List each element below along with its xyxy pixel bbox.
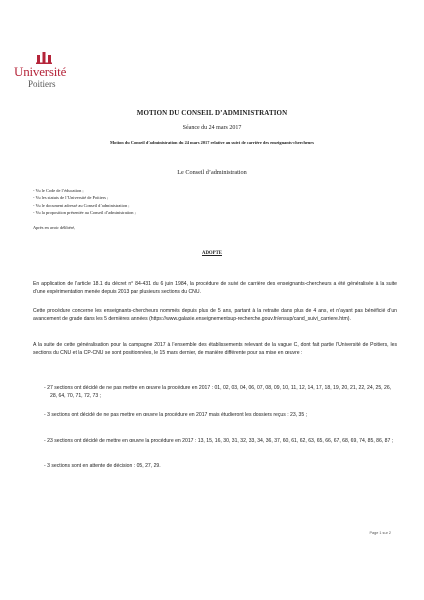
visa-item: - Vu le Code de l’éducation ; bbox=[33, 188, 84, 193]
university-logo bbox=[14, 50, 74, 100]
logo-crest-icon bbox=[36, 50, 52, 64]
logo-university-name: Université bbox=[14, 64, 67, 79]
bullet-text: - 27 sections ont décidé de ne pas mettre en œuvre la procédure en 2017 : 01, 02, 03, 04, 06, 07, 08, 09, 10, 11, 12, 14, 17, 18, 19, 20, 21, 22, 24, 25, 26, 28, 64, 70, 71, 72, 73 ; bbox=[44, 385, 392, 400]
document-title: MOTION DU CONSEIL D’ADMINISTRATION bbox=[136, 109, 288, 117]
list-item bbox=[44, 462, 394, 470]
motion-subtitle: Motion du Conseil d’administration du 24 mars 2017 relative au suivi de carrière des enseignants-chercheurs bbox=[110, 140, 314, 145]
visa-item: - Vu la proposition présentée au Conseil d’administration ; bbox=[33, 210, 136, 216]
visas-list bbox=[33, 187, 136, 217]
page-number: Page 1 sur 2 bbox=[369, 531, 391, 535]
visa-item: - Vu les statuts de l’Université de Poitiers ; bbox=[33, 195, 109, 201]
visa-item: - Vu le document adressé au Conseil d’administration ; bbox=[33, 202, 130, 208]
deliberation-line: Après en avoir délibéré, bbox=[33, 225, 76, 230]
paragraph-generalisation: A la suite de cette généralisation pour la campagne 2017 à l’ensemble des établissements relevant de la vague C, dont fait partie l’Université de Poitiers, les sections du CNU et la CP-CNU se sont positionnées, le 15 mars dernier, de manière différente pour sa mise en œuvre : bbox=[33, 342, 397, 357]
decision-heading: ADOPTE bbox=[202, 251, 222, 256]
bullet-text: - 3 sections ont décidé de ne pas mettre en œuvre la procédure en 2017 mais étudieront les dossiers reçus : 23, 35 ; bbox=[44, 412, 308, 418]
council-heading: Le Conseil d’administration bbox=[177, 169, 247, 176]
paragraph-application: En application de l’article 18.1 du décret n° 84-431 du 6 juin 1984, la procédure de suivi de carrière des enseignants-chercheurs a été généralisée à la suite d’une expérimentation menée depuis 2013 par plusieurs sections du CNU. bbox=[33, 281, 397, 296]
list-item bbox=[44, 437, 394, 445]
paragraph-procedure: Cette procédure concerne les enseignants-chercheurs nommés depuis plus de 5 ans, partant à la retraite dans plus de 4 ans, et n’ayant pas bénéficié d’un avancement de grade dans les 5 dernières années (https://www.galaxie.enseignementsup-recherche.gouv.fr/ensup/cand_suivi_carriere.htm). bbox=[33, 308, 397, 323]
logo-city-name: Poitiers bbox=[28, 79, 56, 89]
bullet-text: - 23 sections ont décidé de mettre en œuvre la procédure en 2017 : 13, 15, 16, 30, 31, 32, 33, 34, 36, 37, 60, 61, 62, 63, 65, 66, 67, 68, 69, 74, 85, 86, 87 ; bbox=[44, 438, 394, 444]
list-item bbox=[44, 384, 394, 400]
list-item bbox=[44, 411, 394, 419]
bullet-text: - 3 sections sont en attente de décision : 05, 27, 29. bbox=[44, 463, 161, 469]
session-date: Séance du 24 mars 2017 bbox=[182, 125, 242, 131]
